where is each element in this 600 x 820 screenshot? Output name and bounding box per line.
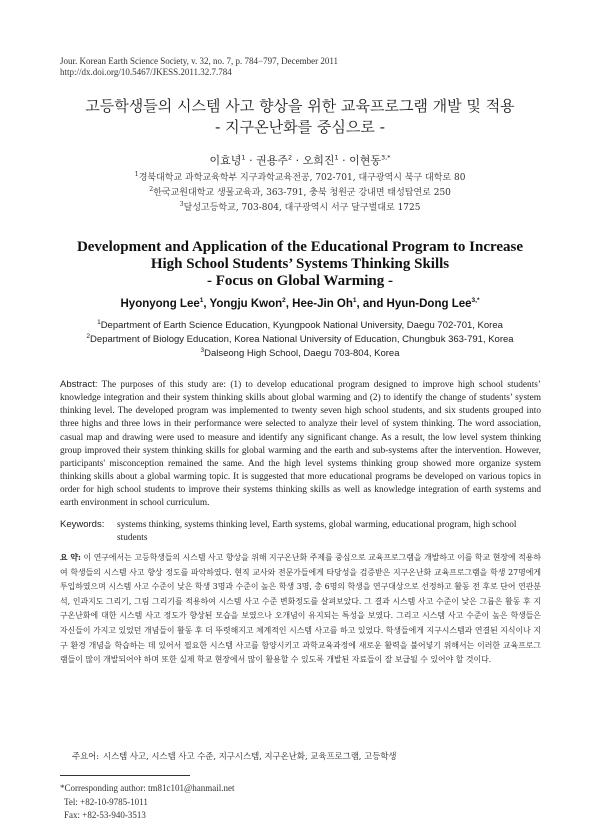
author-superscript: 1 [352, 297, 357, 305]
corresponding-author-footnote: *Corresponding author: tm81c101@hanmail.net [60, 783, 235, 793]
english-affiliation [0, 348, 600, 359]
korean-title-line-2: - 지구온난화를 중심으로 - [214, 118, 386, 136]
keywords-text: systems thinking, systems thinking level, Earth systems, global warming, educational program, high school students [117, 520, 517, 543]
affiliation-text: 경북대학교 과학교육학부 지구과학교육전공, 702-701, 대구광역시 북구 대학로 80 [138, 173, 466, 183]
korean-affiliation [0, 200, 600, 213]
affiliation-superscript: 1 [97, 318, 101, 326]
keywords-label: Keywords: [60, 519, 105, 530]
author-separator: , and [356, 298, 387, 310]
korean-affiliation [0, 170, 600, 183]
fax-footnote: Fax: +82-53-940-3513 [64, 810, 146, 820]
author-separator: , [285, 298, 293, 310]
author-superscript: 2 [287, 153, 293, 162]
korean-author: 오희진 [302, 154, 335, 167]
affiliation-superscript: 3 [200, 346, 205, 354]
affiliation-text: Department of Biology Education, Korea National University of Education, Chungbuk 363-791, Korea [90, 334, 514, 345]
english-affiliation [0, 320, 600, 331]
korean-author-list [0, 152, 600, 168]
affiliation-text: 달성고등학교, 703-804, 대구광역시 서구 달구벌대로 1725 [183, 203, 421, 213]
telephone-footnote: Tel: +82-10-9785-1011 [64, 797, 148, 807]
affiliation-text: 한국교원대학교 생물교육과, 363-791, 충북 청원군 강내면 태성탑연로 250 [153, 188, 451, 198]
korean-author: 이효녕 [209, 154, 242, 167]
english-author-list [0, 298, 600, 310]
author-separator: , [203, 298, 210, 310]
abstract-text: The purposes of this study are: (1) to develop educational program designed to improve high school students’ knowledge integration and their system thinking skills about global warming and (2) to identify the change of students’ system thinking level. The developed program was implemented to twenty seven high school students, and six students grouped into three highs and three lows in their performance were selected to analyze their level of system thinking. The word association, casual map and drawing were used to measure and identify any significant change. As a result, the low level system thinking group improved their system thinking skills for global warming and the earth and sub-systems after the intervention. However, participants' misconception remained the same. And the high level systems thinking group showed more organize system thinking skills about a global warming topic. It is suggested that more educational programs be developed on various topics in order for high school students to improve their systems thinking skills as well as knowledge integration of earth systems and earth environment in school curriculum. [60, 380, 541, 509]
affiliation-superscript: 3 [179, 200, 184, 208]
author-superscript: 1 [334, 153, 339, 162]
english-affiliation [0, 334, 600, 345]
english-title-line-3: - Focus on Global Warming - [207, 273, 393, 289]
author-separator: · [249, 154, 253, 167]
english-abstract [60, 378, 541, 511]
english-author: Hyonyong Lee [120, 298, 200, 310]
korean-keywords-label: 주요어: [72, 751, 100, 761]
korean-author: 이현동 [349, 154, 382, 167]
author-superscript: 3,* [381, 153, 391, 162]
korean-abstract [60, 551, 541, 668]
korean-keywords-text: 시스템 사고, 시스템 사고 수준, 지구시스템, 지구온난화, 교육프로그램, 고등학생 [103, 751, 397, 761]
korean-affiliation [0, 185, 600, 198]
author-superscript: 3,* [471, 297, 480, 305]
english-author: Hee-Jin Oh [292, 298, 353, 310]
korean-author: 권용주 [256, 154, 288, 167]
doi-link[interactable]: http://dx.doi.org/10.5467/JKESS.2011.32.7.784 [60, 67, 232, 77]
korean-title-line-1: 고등학생들의 시스템 사고 향상을 위한 교육프로그램 개발 및 적용 [85, 97, 515, 115]
korean-abstract-text: 이 연구에서는 고등학생들의 시스템 사고 향상을 위해 지구온난화 주제를 중심으로 교육프로그램을 개발하고 이를 학교 현장에 적용하여 학생들의 시스템 사고 향상 정도를 파악하였다. 현직 교사와 전문가들에게 타당성을 검증받은 지구온난화 교육프로그램을 학생 27명에게 투입하였으며 시스템 사고 수준이 낮은 학생 3명과 수준이 높은 학생 3명, 총 6명의 학생을 연구대상으로 선정하고 활동 전 후로 단어 연관분석, 인과지도 그리기, 그림 그리기를 적용하여 시스템 사고 수준 변화정도를 살펴보았다. 그 결과 시스템 사고 수준이 낮은 그룹은 활동 후 지구온난화에 대한 시스템 사고 정도가 향상된 모습을 보였으나 오개념이 유지되는 특성을 보였다. 그리고 시스템 사고 수준이 높은 학생들은 자신들이 가지고 있었던 개념들이 활동 후 더 뚜렷해지고 체계적인 시스템 사고를 하고 있었다. 학생들에게 지구시스템과 연결된 지식이나 지구 환경 개념을 학습하는 데 있어서 필요한 시스템 사고를 함양시키고 과학교육과정에 새로운 활력을 불어넣기 위해서는 이러한 교육프로그램들이 많이 개발되어야 하며 또한 실제 학교 현장에서 많이 활용할 수 있도록 개발된 자료들이 잘 보급될 수 있어야 할 것이다. [60, 553, 542, 665]
affiliation-superscript: 2 [149, 185, 154, 193]
abstract-label: Abstract: [60, 379, 98, 390]
footnote-divider [60, 775, 190, 776]
author-superscript: 2 [282, 297, 286, 305]
author-superscript: 1 [199, 297, 204, 305]
affiliation-superscript: 2 [86, 332, 91, 340]
english-author: Yongju Kwon [209, 298, 283, 310]
journal-citation: Jour. Korean Earth Science Society, v. 32, no. 7, p. 784−797, December 2011 [60, 56, 339, 66]
english-title-line-2: High School Students’ Systems Thinking Skills [150, 256, 450, 272]
author-separator: · [295, 154, 300, 167]
affiliation-text: Dalseong High School, Daegu 703-804, Korea [204, 348, 400, 359]
english-author: Hyun-Dong Lee [386, 298, 472, 310]
affiliation-text: Department of Earth Science Education, Kyungpook National University, Daegu 702-701, Korea [100, 320, 503, 331]
affiliation-superscript: 1 [134, 170, 139, 178]
author-separator: · [342, 154, 346, 167]
english-title-line-1: Development and Application of the Educational Program to Increase [76, 239, 524, 255]
author-superscript: 1 [241, 153, 246, 162]
korean-abstract-label: 요 약: [60, 553, 81, 562]
